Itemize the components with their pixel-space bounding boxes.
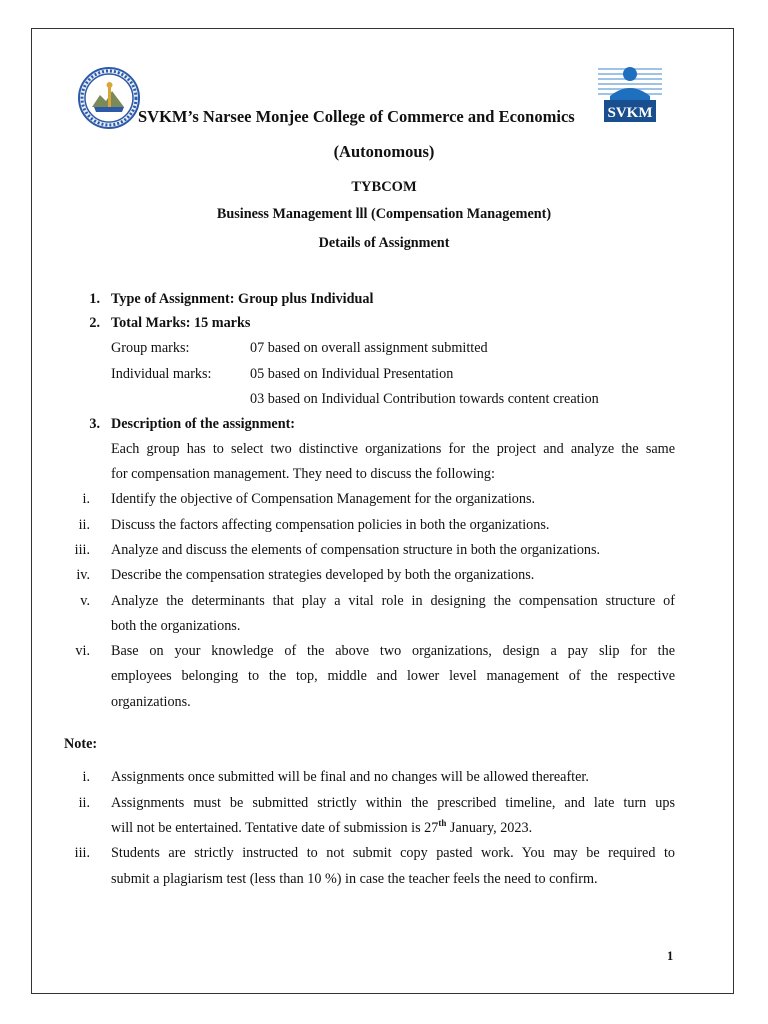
task-text: Analyze and discuss the elements of compensation structure in both the organizations. (111, 542, 601, 558)
program-name: TYBCOM (351, 179, 417, 195)
task-number: i. (82, 491, 90, 507)
item-number: 3. (89, 416, 100, 432)
page-number: 1 (667, 949, 674, 963)
college-name: SVKM’s Narsee Monjee College of Commerce and Economics (138, 107, 575, 126)
total-marks: Total Marks: 15 marks (111, 315, 251, 331)
ordinal-suffix: th (438, 818, 447, 828)
individual-marks-value: 03 based on Individual Contribution towards content creation (250, 391, 599, 407)
task-text: employees belonging to the top, middle and lower level management of the respective (111, 668, 675, 684)
group-marks-label: Group marks: (111, 340, 190, 356)
individual-marks-label: Individual marks: (111, 366, 212, 382)
subject-title: Business Management lll (Compensation Management) (216, 206, 552, 222)
task-text: organizations. (111, 694, 191, 710)
task-text: Analyze the determinants that play a vital role in designing the compensation structure of (111, 593, 675, 609)
task-text: both the organizations. (111, 618, 241, 634)
individual-marks-value: 05 based on Individual Presentation (250, 366, 454, 382)
college-seal-icon (78, 67, 140, 129)
note-text: Students are strictly instructed to not submit copy pasted work. You may be required to (111, 845, 675, 861)
svkm-logo (598, 62, 662, 124)
task-text: Base on your knowledge of the above two organizations, design a pay slip for the (111, 643, 675, 659)
group-marks-value: 07 based on overall assignment submitted (250, 340, 488, 356)
task-number: iii. (74, 542, 90, 558)
item-number: 1. (89, 291, 100, 307)
task-text: Discuss the factors affecting compensation policies in both the organizations. (111, 517, 550, 533)
item-number: 2. (89, 315, 100, 331)
assignment-type: Type of Assignment: Group plus Individual (111, 291, 374, 307)
description-text: Each group has to select two distinctive organizations for the project and analyze the same (111, 441, 675, 457)
note-text-part: January, 2023. (446, 820, 533, 836)
task-number: ii. (78, 517, 90, 533)
note-text: submit a plagiarism test (less than 10 %) in case the teacher feels the need to confirm. (111, 871, 598, 887)
note-text (111, 818, 533, 836)
note-number: i. (82, 769, 90, 785)
note-text: Assignments must be submitted strictly within the prescribed timeline, and late turn ups (111, 795, 675, 811)
document-title: Details of Assignment (318, 235, 450, 251)
autonomous-label: (Autonomous) (333, 142, 435, 161)
task-text: Describe the compensation strategies developed by both the organizations. (111, 567, 535, 583)
logo-text: SVKM (607, 105, 653, 121)
note-number: iii. (74, 845, 90, 861)
note-text-part: will not be entertained. Tentative date of submission is 27 (111, 820, 439, 836)
task-number: vi. (75, 643, 90, 659)
description-heading: Description of the assignment: (111, 416, 296, 432)
task-number: iv. (76, 567, 90, 583)
note-number: ii. (78, 795, 90, 811)
task-number: v. (80, 593, 90, 609)
description-text: for compensation management. They need to discuss the following: (111, 466, 495, 482)
note-heading: Note: (64, 736, 98, 752)
task-text: Identify the objective of Compensation Management for the organizations. (111, 491, 536, 507)
note-text: Assignments once submitted will be final and no changes will be allowed thereafter. (111, 769, 589, 785)
